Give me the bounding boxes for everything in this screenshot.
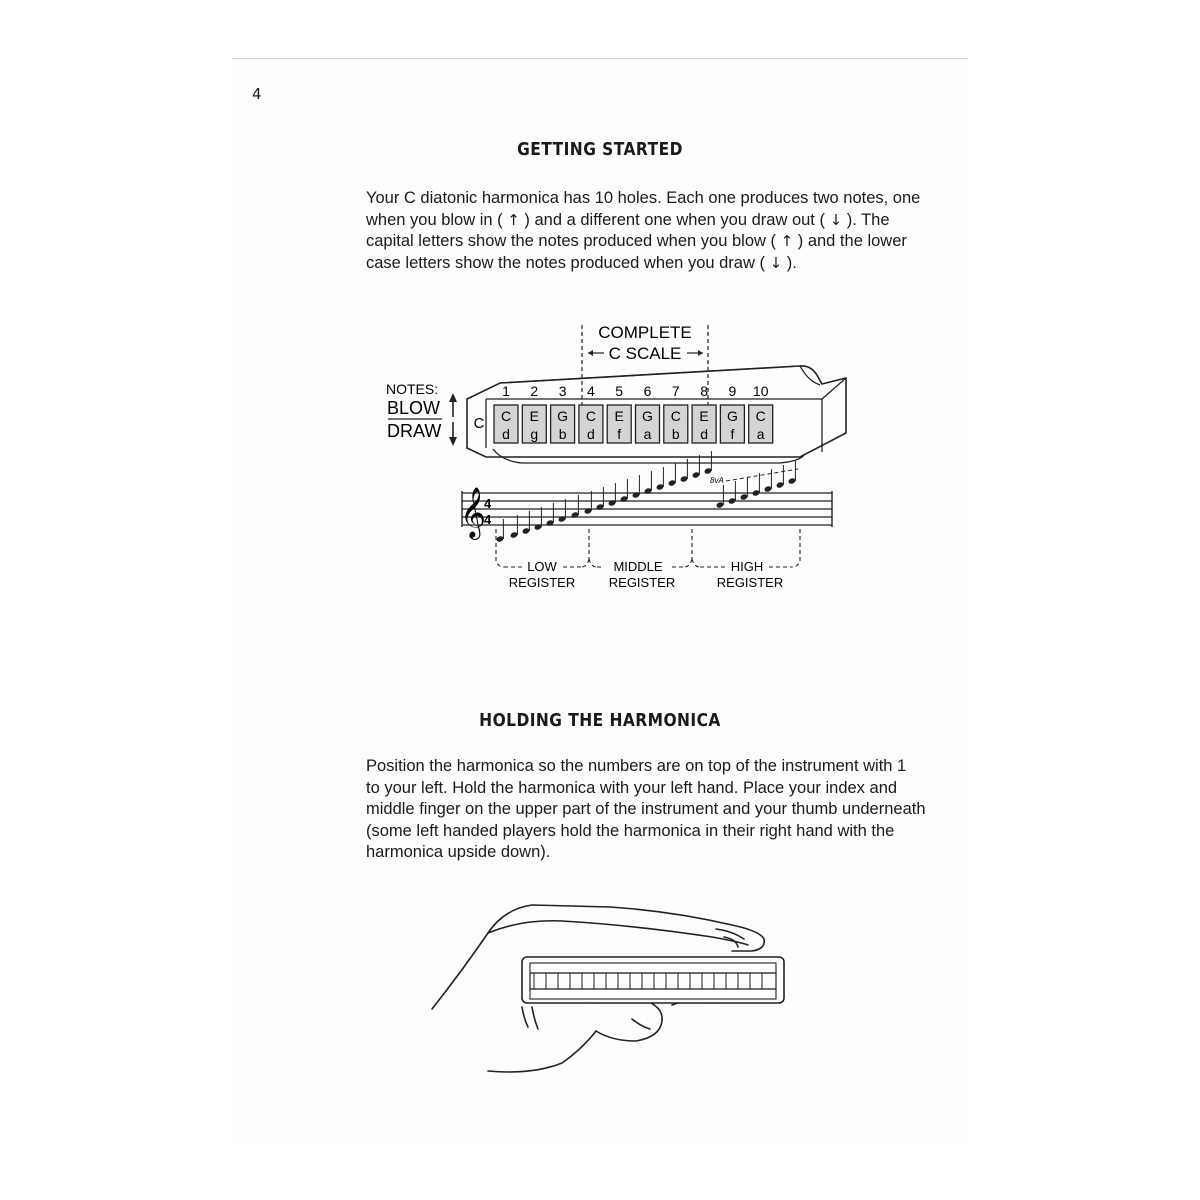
draw-note: f xyxy=(617,426,622,442)
hole-number: 3 xyxy=(558,383,567,399)
draw-note: a xyxy=(643,426,652,442)
paragraph-line: when you blow in ( ↑ ) and a different one when you draw out ( ↓ ). The xyxy=(366,210,890,229)
draw-note: b xyxy=(671,426,680,442)
hole-number: 7 xyxy=(671,383,680,399)
hole-number: 2 xyxy=(530,383,539,399)
c-scale-label: C SCALE xyxy=(608,344,682,363)
held-harmonica-holes xyxy=(534,973,762,989)
draw-arrow-icon: ↓ xyxy=(829,210,843,229)
draw-arrow-icon: ↓ xyxy=(769,253,783,272)
treble-clef-icon: 𝄞 xyxy=(460,488,487,537)
blow-note: C xyxy=(670,408,681,424)
harmonica-holes xyxy=(494,383,773,443)
scale-notes xyxy=(496,451,797,543)
high-register-label: HIGH xyxy=(730,559,764,574)
heading-getting-started: GETTING STARTED xyxy=(517,139,683,160)
blow-note: C xyxy=(585,408,596,424)
paragraph-line: (some left handed players hold the harmonica in their right hand with the xyxy=(366,821,895,840)
blow-up-arrow-icon xyxy=(449,393,457,417)
draw-note: d xyxy=(700,426,708,442)
octave-mark: 8vA xyxy=(710,476,724,485)
register-label: REGISTER xyxy=(608,575,676,590)
draw-down-arrow-icon xyxy=(449,422,457,446)
blow-arrow-icon: ↑ xyxy=(780,232,794,250)
blow-note: C xyxy=(755,408,766,424)
held-harmonica xyxy=(522,957,784,1003)
complete-label: COMPLETE xyxy=(598,323,692,342)
paragraph-line: capital letters show the notes produced when you blow ( ↑ ) and the lower xyxy=(366,232,907,250)
hole-number: 1 xyxy=(502,383,510,399)
draw-label: DRAW xyxy=(387,421,442,441)
hole-number: 9 xyxy=(728,383,737,399)
time-signature-icon: 4 xyxy=(484,496,492,511)
page-number: 4 xyxy=(252,85,262,103)
draw-note: b xyxy=(558,426,567,442)
notes-label: NOTES: xyxy=(386,381,439,397)
paragraph-line: case letters show the notes produced when you draw ( ↓ ). xyxy=(366,253,797,272)
blow-note: G xyxy=(642,408,653,424)
hole-number: 8 xyxy=(700,383,708,399)
register-label: REGISTER xyxy=(716,575,784,590)
draw-note: d xyxy=(587,426,595,442)
register-label: REGISTER xyxy=(508,575,576,590)
book-page xyxy=(232,58,968,1143)
hole-number: 4 xyxy=(587,383,595,399)
paragraph-line: to your left. Hold the harmonica with your left hand. Place your index and xyxy=(366,778,898,797)
paragraph-line: harmonica upside down). xyxy=(366,843,551,861)
blow-label: BLOW xyxy=(387,398,441,418)
draw-note: d xyxy=(502,426,510,442)
draw-note: f xyxy=(730,426,735,442)
heading-holding-harmonica: HOLDING THE HARMONICA xyxy=(479,710,721,731)
blow-arrow-icon: ↑ xyxy=(507,210,520,229)
paragraph-line: middle finger on the upper part of the instrument and your thumb underneath xyxy=(366,800,926,818)
blow-note: G xyxy=(726,408,738,424)
blow-note: E xyxy=(529,408,539,424)
harmonica-diagram xyxy=(232,59,968,599)
draw-note: g xyxy=(530,426,539,442)
hole-number: 10 xyxy=(752,383,769,399)
paragraph-line: Your C diatonic harmonica has 10 holes. Each one produces two notes, one xyxy=(366,189,921,207)
draw-note: a xyxy=(756,426,765,442)
blow-note: E xyxy=(614,408,624,424)
paragraph-line: Position the harmonica so the numbers are on top of the instrument with 1 xyxy=(366,757,907,775)
middle-register-label: MIDDLE xyxy=(613,559,663,574)
blow-note: E xyxy=(699,408,709,424)
music-staff xyxy=(460,488,832,540)
low-register-label: LOW xyxy=(527,559,557,574)
blow-note: G xyxy=(557,408,569,424)
blow-note: C xyxy=(500,408,512,424)
paragraph-holding-harmonica xyxy=(366,756,926,864)
time-signature-icon: 4 xyxy=(484,512,492,527)
hole-number: 6 xyxy=(643,383,652,399)
key-label: C xyxy=(473,415,485,432)
hole-number: 5 xyxy=(615,383,624,399)
